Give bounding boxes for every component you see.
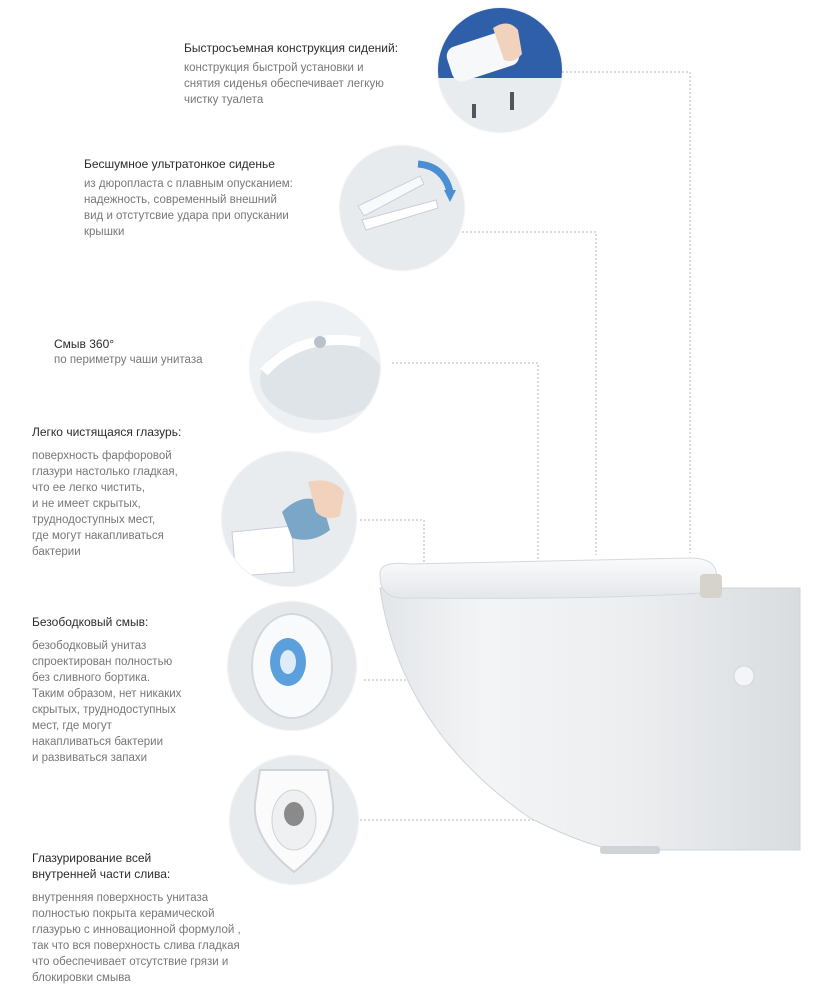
feature-title: Смыв 360° (54, 337, 115, 351)
feature-description: по периметру чаши унитаза (54, 354, 203, 366)
feature-title: Быстросъемная конструкция сидений: (184, 41, 399, 55)
feature-title: Глазурирование всей внутренней части слива: (32, 851, 171, 881)
feature-silent-slim-seat (84, 156, 339, 240)
wall-hung-toilet-icon (360, 548, 828, 908)
flush-360-photo-icon (250, 302, 380, 432)
glaze-cleaning-photo-icon (222, 452, 356, 586)
feature-description: безободковый унитаз спроектирован полностью без сливного бортика. Таким образом, нет никаких скрытых, труднодоступных мест, где могут накапливаться бактерии и развиваться запахи (32, 640, 182, 764)
seat-closing-photo-icon (340, 146, 464, 270)
feature-title: Легко чистящаяся глазурь: (32, 425, 182, 439)
feature-title: Бесшумное ультратонкое сиденье (84, 157, 275, 171)
feature-flush-360 (54, 336, 244, 368)
feature-description: внутренняя поверхность унитаза полностью покрыта керамической глазурью с инновационной формулой , так что вся поверхность слива гладкая что обеспечивает отсутствие грязи и блокировки смыва (32, 892, 241, 984)
feature-rimless-flush (32, 614, 222, 766)
feature-title: Безободковый смыв: (32, 615, 149, 629)
seat-release-photo-icon (438, 8, 562, 132)
feature-description: из дюропласта с плавным опусканием: надежность, современный внешний вид и отстутсвие удара при опускании крышки (84, 178, 293, 238)
feature-drain-glazing (32, 850, 292, 986)
feature-easy-clean-glaze (32, 424, 222, 560)
rimless-bowl-photo-icon (228, 602, 356, 730)
feature-description: поверхность фарфоровой глазури настолько гладкая, что ее легко чистить, и не имеет скрытых, труднодоступных мест, где могут накапливаться бактерии (32, 450, 178, 558)
feature-description: конструкция быстрой установки и снятия сиденья обеспечивает легкую чистку туалета (184, 62, 384, 106)
feature-seat-quick-release (184, 40, 434, 108)
